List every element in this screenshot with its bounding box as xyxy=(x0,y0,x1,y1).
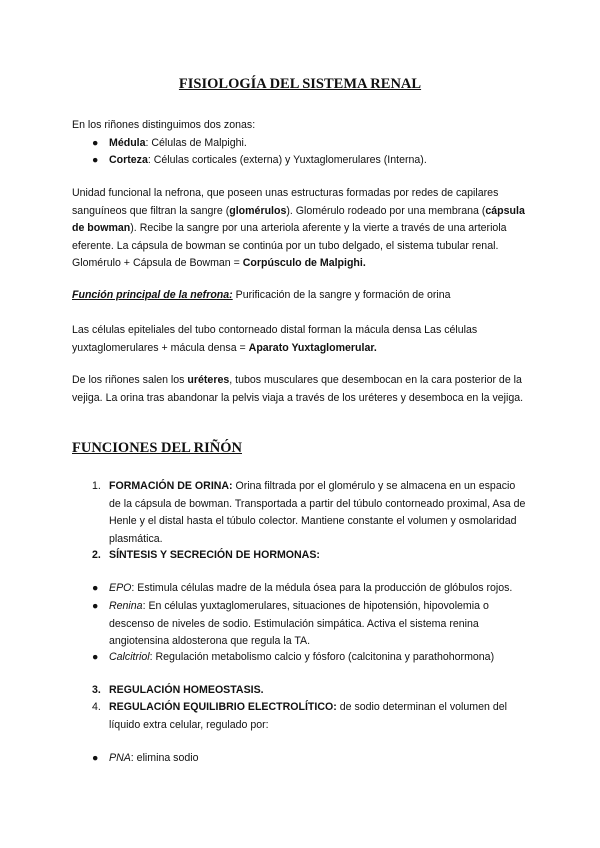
bullet-icon: ● xyxy=(92,651,99,663)
bullet-icon: ● xyxy=(92,154,99,166)
zone-description: Células de Malpighi. xyxy=(151,137,247,149)
zone-term: Corteza xyxy=(109,154,148,166)
ureters-paragraph: De los riñones salen los uréteres, tubos musculares que desembocan en la cara posterior de la vejiga. La orina tras abandonar la pelvis viaja a través de los uréteres y desemboca en la vejiga. xyxy=(72,374,524,404)
function-label: Función principal de la nefrona: xyxy=(72,289,233,301)
bullet-icon: ● xyxy=(92,752,99,764)
macula-paragraph: Las células epiteliales del tubo contorneado distal forman la mácula densa Las células yuxtaglomerulares + mácula densa = Aparato Yuxtaglomerular. xyxy=(72,324,478,354)
document-page: FISIOLOGÍA DEL SISTEMA RENAL En los riñones distinguimos dos zonas: ● Médula: Células de Malpighi. ● Corteza: Células corticales (externa) y Yuxtaglomerulares (Interna). Unidad funcional la nefrona, que poseen unas estructuras formadas por redes de capilares sanguíneos que filtran la sangre (glomérulos). Glomérulo rodeado por una membrana (cápsula de bowman). Recibe la sangre por una arteriola aferente y la vierte a través de una arteriola eferente. La cápsula de bowman se continúa por un tubo delgado, el sistema tubular renal. Glomérulo + Cápsula de Bowman = Corpúsculo de Malpighi. Función principal de la nefrona: Purificación de la sangre y formación de orina Las células epiteliales del tubo contorneado distal forman la mácula densa Las células yuxtaglomerulares + mácula densa = Aparato Yuxtaglomerular. De los riñones salen los uréteres, tubos musculares que desembocan en la cara posterior de la vejiga. La orina tras abandonar la pelvis viaja a través de los uréteres y desemboca en la vejiga. FUNCIONES DEL RIÑÓN 1. FORMACIÓN DE ORINA: Orina filtrada por el glomérulo y se almacena en un espacio de la cápsula de bowman. Transportada a partir del túbulo contorneado proximal, Asa de Henle y el distal hasta el túbulo colector. Mantiene constante el volumen y osmolaridad plasmática. 2. SÍNTESIS Y SECRECIÓN DE HORMONAS: ● EPO: Estimula células madre de la médula ósea para la producción de glóbulos rojos. ● Renina: En células yuxtaglomerulares, situaciones de hipotensión, hipovolemia o descenso de niveles de sodio. Estimulación simpática. Activa el sistema renina angiotensina aldosterona que regula la TA. ● Calcitriol: Regulación metabolismo calcio y fósforo (calcitonina y parathohormona) 3. REGULACIÓN HOMEOSTASIS. 4. REGULACIÓN EQUILIBRIO ELECTROLÍTICO: de sodio determinan el volumen del líquido extra celular, regulado por: ● PNA: elimina sodio xyxy=(0,0,600,848)
page-title: FISIOLOGÍA DEL SISTEMA RENAL xyxy=(178,76,422,92)
bullet-icon: ● xyxy=(92,582,99,594)
zone-description: Células corticales (externa) y Yuxtaglomerulares (Interna). xyxy=(153,154,427,166)
bullet-icon: ● xyxy=(92,600,99,612)
section-heading: FUNCIONES DEL RIÑÓN xyxy=(72,440,242,456)
bullet-icon: ● xyxy=(92,137,99,149)
intro-text: En los riñones distinguimos dos zonas: xyxy=(72,119,256,131)
nephron-paragraph: Unidad funcional la nefrona, que poseen unas estructuras formadas por redes de capilares sanguíneos que filtran la sangre (glomérulos). Glomérulo rodeado por una membrana (cápsula de bowman). Recibe la sangre por una arteriola aferente y la vierte a través de una arteriola eferente. La cápsula de bowman se continúa por un tubo delgado, el sistema tubular renal. Glomérulo + Cápsula de Bowman = Corpúsculo de Malpighi. xyxy=(72,187,525,269)
function-line: Función principal de la nefrona: Purificación de la sangre y formación de orina xyxy=(72,289,451,301)
zone-term: Médula xyxy=(109,137,146,149)
